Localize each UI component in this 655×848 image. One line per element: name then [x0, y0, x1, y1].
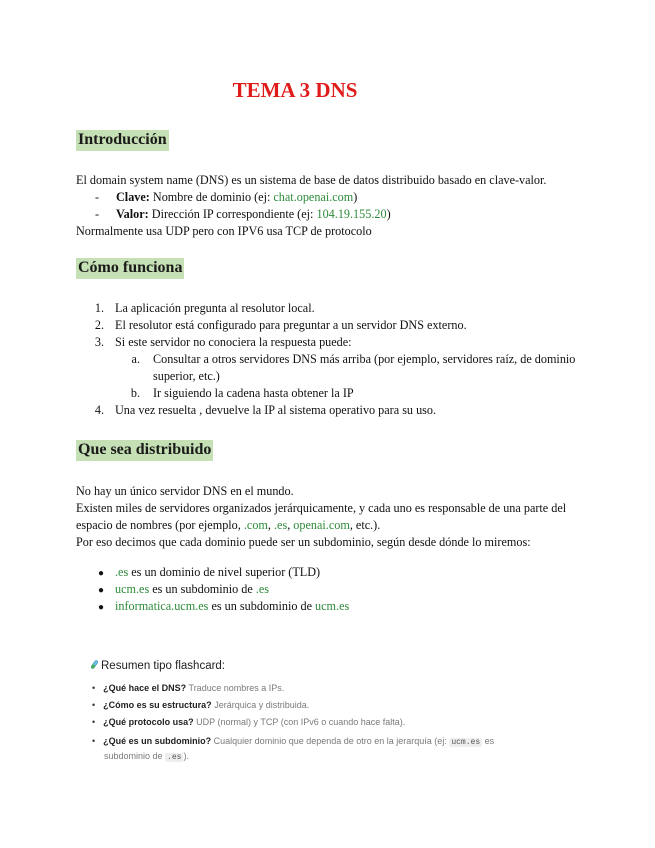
- document-title: TEMA 3 DNS: [232, 78, 358, 102]
- flashcard-answer: ).: [183, 751, 189, 761]
- flashcard-title-text: Resumen tipo flashcard:: [101, 660, 226, 672]
- inline-code: ucm.es: [451, 738, 481, 747]
- intro-paragraph: El domain system name (DNS) es un sistema de base de datos distribuido basado en clave-valor.: [76, 173, 547, 187]
- text: , etc.).: [349, 518, 381, 532]
- text: ,: [267, 518, 274, 532]
- flashcard-item: [92, 700, 309, 710]
- section-heading-como-funciona: Cómo funciona: [76, 258, 184, 279]
- intro-item-clave: [95, 189, 358, 206]
- domain-example: openai.com: [293, 518, 350, 532]
- bullet-dot: •: [92, 736, 96, 746]
- clave-end: ): [353, 190, 358, 204]
- dist-paragraph-2: Existen miles de servidores organizados jerárquicamente, y cada uno es responsable de una parte del: [76, 501, 567, 515]
- test-tube-icon: [88, 660, 98, 670]
- bullet-dot: ●: [98, 602, 105, 613]
- list-text: El resolutor está configurado para preguntar a un servidor DNS externo.: [115, 318, 467, 332]
- domain-example: .com: [243, 518, 268, 532]
- clave-text: Nombre de dominio (ej:: [149, 190, 274, 204]
- dist-paragraph-1: No hay un único servidor DNS en el mundo.: [76, 484, 294, 498]
- flashcard-answer: Jerárquica y distribuida.: [211, 700, 310, 710]
- dash-marker: -: [95, 190, 100, 204]
- valor-end: ): [386, 207, 391, 221]
- list-text: Si este servidor no conociera la respuesta puede:: [115, 335, 352, 349]
- domain-example: .es: [255, 582, 270, 596]
- flashcard-answer: subdominio de: [104, 751, 166, 761]
- bullet-text: es un dominio de nivel superior (TLD): [128, 565, 321, 579]
- flashcard-question: ¿Qué es un subdominio?: [103, 736, 212, 746]
- list-number: 4.: [94, 403, 104, 417]
- bullet-dot: •: [92, 683, 96, 693]
- dist-paragraph-2-cont: [76, 517, 380, 534]
- list-text: La aplicación pregunta al resolutor local.: [115, 301, 315, 315]
- valor-example: 104.19.155.20: [316, 207, 387, 221]
- bullet-dot: ●: [98, 585, 105, 596]
- dash-marker: -: [95, 207, 100, 221]
- domain-example: ucm.es: [315, 599, 350, 613]
- domain-example: informatica.ucm.es: [115, 599, 209, 613]
- flashcard-item: [92, 717, 405, 727]
- bullet-dot: •: [92, 717, 96, 727]
- bullet-text: es un subdominio de: [208, 599, 316, 613]
- domain-example: .es: [274, 518, 288, 532]
- flashcard-answer: Cualquier dominio que dependa de otro en la jerarquía (ej:: [211, 736, 450, 746]
- sub-list-text: Ir siguiendo la cadena hasta obtener la IP: [153, 386, 354, 400]
- flashcard-item: [92, 683, 284, 693]
- list-text: Una vez resuelta , devuelve la IP al sistema operativo para su uso.: [115, 403, 437, 417]
- list-number: 3.: [94, 335, 104, 349]
- flashcard-item-continuation: [104, 751, 189, 762]
- flashcard-answer: es: [482, 736, 495, 746]
- intro-protocol-paragraph: Normalmente usa UDP pero con IPV6 usa TCP de protocolo: [76, 224, 372, 238]
- flashcard-question: ¿Qué protocolo usa?: [103, 717, 194, 727]
- valor-text: Dirección IP correspondiente (ej:: [148, 207, 317, 221]
- domain-example: ucm.es: [115, 582, 150, 596]
- flashcard-question: ¿Qué hace el DNS?: [103, 683, 187, 693]
- text: espacio de nombres (por ejemplo,: [76, 518, 244, 532]
- domain-example: .es: [115, 565, 129, 579]
- section-heading-que-sea-distribuido: Que sea distribuido: [76, 440, 213, 461]
- dist-paragraph-3: Por eso decimos que cada dominio puede ser un subdominio, según desde dónde lo miremos:: [76, 535, 531, 549]
- clave-label: Clave:: [116, 190, 150, 204]
- clave-example: chat.openai.com: [273, 190, 354, 204]
- intro-item-valor: [95, 206, 391, 223]
- valor-label: Valor:: [116, 207, 149, 221]
- flashcard-answer: UDP (normal) y TCP (con IPv6 o cuando hace falta).: [193, 717, 406, 727]
- flashcard-answer: Traduce nombres a IPs.: [186, 683, 285, 693]
- text: ,: [287, 518, 294, 532]
- sub-list-letter: b.: [130, 386, 140, 400]
- flashcard-item: [92, 736, 494, 747]
- list-number: 1.: [94, 301, 104, 315]
- section-heading-introduccion: Introducción: [76, 130, 169, 151]
- bullet-dot: •: [92, 700, 96, 710]
- sub-list-text: Consultar a otros servidores DNS más arriba (por ejemplo, servidores raíz, de dominio: [153, 352, 576, 366]
- bullet-dot: ●: [98, 568, 105, 579]
- flashcard-title: [88, 660, 225, 672]
- flashcard-question: ¿Cómo es su estructura?: [103, 700, 212, 710]
- sub-list-text: superior, etc.): [153, 369, 220, 383]
- bullet-text: es un subdominio de: [149, 582, 256, 596]
- sub-list-letter: a.: [131, 352, 140, 366]
- inline-code: .es: [167, 753, 182, 762]
- list-number: 2.: [94, 318, 104, 332]
